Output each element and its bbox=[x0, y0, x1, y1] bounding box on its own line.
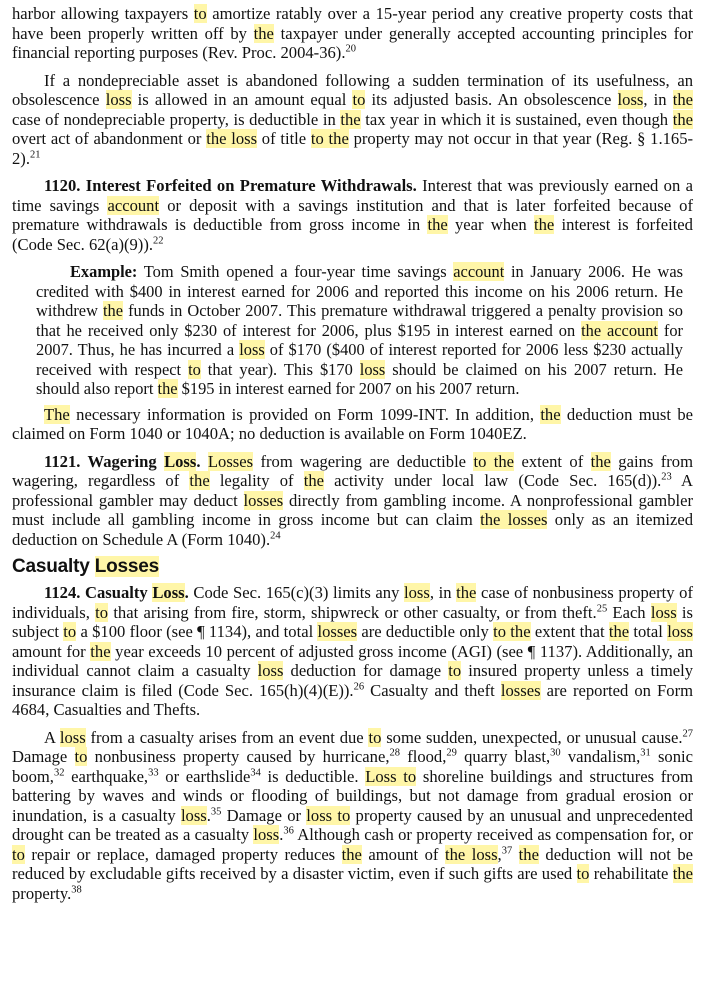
highlighted-term: the bbox=[590, 451, 611, 471]
highlighted-term: to the bbox=[310, 129, 349, 148]
paragraph-form-1099-int: The necessary information is provided on Form 1099-INT. In addition, the deduction must be claimed on Form 1040 or 1040A; no deduction is available on Form 1040EZ. bbox=[12, 404, 693, 443]
highlighted-term: the bbox=[672, 864, 693, 883]
highlighted-term: losses bbox=[243, 490, 284, 510]
footnote-ref: 28 bbox=[389, 747, 400, 759]
section-number: 1124. bbox=[44, 583, 81, 602]
highlighted-term: the bbox=[518, 844, 539, 864]
highlighted-term: the bbox=[253, 23, 274, 43]
highlighted-term: loss bbox=[59, 727, 86, 747]
highlighted-term: loss bbox=[404, 583, 430, 602]
footnote-ref: 35 bbox=[210, 805, 222, 817]
section-title: Casualty Loss. bbox=[80, 583, 189, 602]
highlighted-term: the bbox=[189, 471, 210, 490]
footnote-ref: 34 bbox=[250, 766, 261, 778]
highlighted-term: the account bbox=[581, 320, 658, 340]
example-block: Example: Tom Smith opened a four-year time savings account in January 2006. He was credited with $400 in interest earned for 2006 and reported this income on his 2006 return. He withdrew the funds in October 2007. This premature withdrawal triggered a penalty provision so that he received only $230 of interest for 2006, plus $195 in interest earned on the account for 2007. Thus, he has incurred a loss of $170 ($400 of interest reported for 2006 less $230 actually received with respect to that year). This $170 loss should be claimed on his 2007 return. He should also report the $195 in interest earned for 2007 on his 2007 return. bbox=[36, 262, 684, 398]
footnote-ref: 24 bbox=[270, 529, 281, 541]
footnote-ref: 29 bbox=[446, 747, 457, 759]
highlighted-term: loss bbox=[239, 340, 265, 359]
highlighted-term: Loss bbox=[152, 583, 185, 602]
highlighted-term: to bbox=[12, 844, 25, 864]
footnote-ref: 30 bbox=[550, 747, 561, 759]
highlighted-term: to the bbox=[493, 622, 531, 641]
highlighted-term: losses bbox=[500, 680, 541, 700]
highlighted-term: the bbox=[341, 844, 362, 864]
highlighted-term: the losses bbox=[480, 510, 548, 529]
footnote-ref: 32 bbox=[53, 766, 65, 778]
highlighted-term: loss bbox=[180, 805, 207, 825]
highlighted-term: the bbox=[540, 404, 561, 424]
footnote-ref: 26 bbox=[353, 680, 365, 692]
highlighted-term: the bbox=[533, 215, 555, 234]
footnote-ref: 20 bbox=[345, 43, 356, 55]
highlighted-term: to bbox=[63, 622, 77, 641]
highlighted-term: loss to bbox=[306, 805, 351, 825]
paragraph-creative-property: harbor allowing taxpayers to amortize ratably over a 15-year period any creative property costs that have been properly written off by the taxpayer under generally accepted accounting principles for financial reporting purposes (Rev. Proc. 2004-36).$^{20}$ bbox=[12, 4, 693, 62]
highlighted-term: to bbox=[352, 90, 366, 109]
highlighted-term: the bbox=[157, 379, 178, 398]
highlighted-term: loss bbox=[650, 602, 677, 622]
footnote-ref: 21 bbox=[29, 148, 41, 160]
highlighted-term: the bbox=[303, 471, 324, 490]
highlighted-term: the bbox=[672, 90, 694, 109]
highlighted-term: the bbox=[102, 301, 124, 320]
paragraph-obsolescence-loss: If a nondepreciable asset is abandoned following a sudden termination of its usefulness, an obsolescence loss is allowed in an amount equal to its adjusted basis. An obsolescence loss, in the case of nondepreciable property, is deductible in the tax year in which it is sustained, even though the overt act of abandonment or the loss of title to the property may not occur in that year (Reg. § 1.165-2).$^{21}$ bbox=[12, 70, 694, 168]
footnote-ref: 27 bbox=[682, 727, 694, 739]
highlighted-term: the bbox=[340, 109, 361, 129]
section-title: Interest Forfeited on Premature Withdrawals. bbox=[80, 176, 417, 195]
highlighted-term: account bbox=[107, 195, 160, 215]
highlighted-term: losses bbox=[317, 622, 358, 641]
highlighted-term: loss bbox=[253, 825, 280, 844]
section-number: 1121. bbox=[44, 451, 81, 471]
section-heading-casualty-losses: Casualty Losses bbox=[12, 556, 159, 577]
highlighted-term: the bbox=[608, 622, 630, 641]
paragraph-casualty-causes: A loss from a casualty arises from an event due to some sudden, unexpected, or unusual cause.$^{27}$ Damage to nonbusiness property caused by hurricane,$^{28}$ flood,$^{29}$ quarry blast,$^{30}$ vandalism,$^{31}$ sonic boom,$^{32}$ earthquake,$^{33}$ or earthslide$^{34}$ is deductible. Loss to shoreline buildings and structures from battering by waves and winds or flooding of buildings, but not damage from gradual erosion or inundation, is a casualty loss.$^{35}$ Damage or loss to property caused by an unusual and unprecedented drought can be treated as a casualty loss.$^{36}$ Although cash or property received as compensation for, or to repair or replace, damaged property reduces the amount of the loss,$^{37}$ the deduction will not be reduced by excludable gifts received by a disaster victim, even if such gifts are used to rehabilitate the property.$^{38}$ bbox=[12, 727, 694, 903]
highlighted-term: the bbox=[427, 215, 448, 234]
highlighted-term: to bbox=[74, 747, 88, 766]
highlighted-term: to bbox=[576, 864, 590, 883]
highlighted-term: to bbox=[368, 727, 382, 747]
section-title: Wagering Loss. bbox=[80, 451, 201, 471]
footnote-ref: 33 bbox=[148, 766, 159, 778]
section-1124: 1124. Casualty Loss. Code Sec. 165(c)(3) limits any loss, in the case of nonbusiness property of individuals, to that arising from fire, storm, shipwreck or other casualty, or from theft.$^{25}$ Each loss is subject to a $100 floor (see ¶ 1134), and total losses are deductible only to the extent that the total loss amount for the year exceeds 10 percent of adjusted gross income (AGI) (see ¶ 1137). Additionally, an individual cannot claim a casualty loss deduction for damage to insured property unless a timely insurance claim is filed (Code Sec. 165(h)(4)(E)).$^{26}$ Casualty and theft losses are reported on Form 4684, Casualties and Thefts. bbox=[12, 583, 694, 719]
footnote-ref: 31 bbox=[640, 747, 651, 759]
section-1120: 1120. Interest Forfeited on Premature Withdrawals. Interest that was previously earned on a time savings account or deposit with a savings institution and that is later forfeited because of premature withdrawals is deductible from gross income in the year when the interest is forfeited (Code Sec. 62(a)(9)).$^{22}$ bbox=[12, 176, 694, 254]
section-1121: 1121. Wagering Loss. Losses from wagering are deductible to the extent of the gains from wagering, regardless of the legality of the activity under local law (Code Sec. 165(d)).$^{23}$ A professional gambler may deduct losses directly from gambling income. A nonprofessional gambler must include all gambling income in gross income but can claim the losses only as an itemized deduction on Schedule A (Form 1040).$^{24}$ bbox=[12, 451, 693, 549]
highlighted-term: to the bbox=[473, 451, 515, 471]
footnote-ref: 25 bbox=[596, 602, 608, 614]
example-label: Example: bbox=[70, 262, 138, 281]
footnote-ref: 22 bbox=[153, 234, 164, 246]
highlighted-term: to bbox=[188, 359, 201, 379]
footnote-ref: 38 bbox=[71, 883, 82, 895]
highlighted-term: loss bbox=[359, 359, 386, 379]
footnote-ref: 36 bbox=[283, 825, 294, 837]
section-number: 1120. bbox=[44, 176, 81, 195]
highlighted-term: to bbox=[448, 661, 462, 680]
highlighted-term: the bbox=[456, 583, 477, 602]
highlighted-term: The bbox=[44, 404, 70, 424]
highlighted-term: Loss bbox=[164, 451, 197, 471]
highlighted-term: loss bbox=[667, 622, 694, 641]
highlighted-term: loss bbox=[617, 90, 644, 109]
footnote-ref: 23 bbox=[661, 471, 672, 483]
highlighted-term: Loss to bbox=[365, 766, 417, 786]
highlighted-term: to bbox=[95, 602, 109, 622]
highlighted-term: loss bbox=[257, 661, 284, 680]
highlighted-term: the loss bbox=[206, 129, 258, 148]
highlighted-term: to bbox=[193, 4, 207, 23]
highlighted-term: the bbox=[90, 641, 111, 661]
highlighted-term: the bbox=[672, 109, 693, 129]
highlighted-term: the loss bbox=[444, 844, 498, 864]
footnote-ref: 37 bbox=[501, 844, 513, 856]
highlighted-term: account bbox=[453, 262, 505, 281]
highlighted-term: loss bbox=[105, 90, 132, 109]
highlighted-term: Losses bbox=[207, 451, 254, 471]
highlighted-term: Losses bbox=[94, 556, 159, 577]
